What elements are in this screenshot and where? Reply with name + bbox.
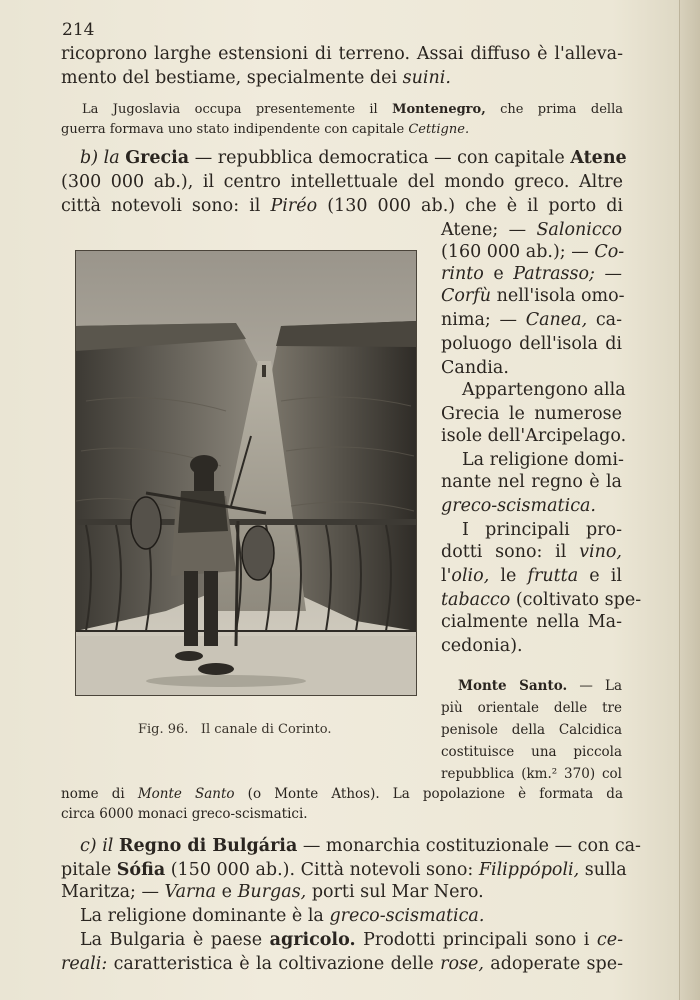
note-line: repubblica (km.² 370) col (441, 766, 622, 782)
text-line: (160 000 ab.); — Co- (441, 242, 625, 262)
note-line: Monte Santo. — La (458, 678, 622, 694)
text-line: cedonia). (441, 636, 523, 656)
note-line: La Jugoslavia occupa presentemente il Montenegro, che prima della (82, 102, 623, 117)
note-line: guerra formava uno stato indipendente con capitale Cettigne. (61, 122, 470, 137)
caption-number: Fig. 96. (138, 722, 189, 737)
text-line: Candia. (441, 358, 509, 378)
text-line: l'olio, le frutta e il (441, 566, 622, 586)
text-line: tabacco (coltivato spe- (441, 590, 642, 610)
text-line: pitale Sófia (150 000 ab.). Città notevoli sono: Filippópoli, sulla (61, 860, 627, 880)
text-line: isole dell'Arcipelago. (441, 426, 627, 446)
text-line: Grecia le numerose (441, 404, 622, 424)
text-line: nima; — Canea, ca- (441, 310, 623, 330)
note-line: costituisce una piccola (441, 744, 622, 760)
text-line: mento del bestiame, specialmente dei suini. (61, 68, 451, 88)
text-line: (300 000 ab.), il centro intellettuale del mondo greco. Altre (61, 172, 623, 192)
text-line: Maritza; — Varna e Burgas, porti sul Mar Nero. (61, 882, 484, 902)
note-line: più orientale delle tre (441, 700, 622, 716)
text-line: I principali pro- (462, 520, 622, 540)
note-line: nome di Monte Santo (o Monte Athos). La popolazione è formata da (61, 786, 623, 802)
figure-caption (138, 722, 368, 737)
text-line: poluogo dell'isola di (441, 334, 622, 354)
caption-text: Il canale di Corinto. (200, 722, 332, 737)
canal-illustration (75, 250, 417, 696)
text-line: rinto e Patrasso; — (441, 264, 623, 284)
note-line: circa 6000 monaci greco-scismatici. (61, 806, 308, 822)
text-line: cialmente nella Ma- (441, 612, 622, 632)
text-line: nante nel regno è la (441, 472, 622, 492)
text-line: Corfù nell'isola omo- (441, 286, 625, 306)
text-line: dotti sono: il vino, (441, 542, 622, 562)
text-line: greco-scismatica. (441, 496, 596, 516)
text-line: c) il Regno di Bulgária — monarchia costituzionale — con ca- (80, 836, 641, 856)
page-edge (679, 0, 700, 1000)
note-line: penisole della Calcidica (441, 722, 622, 738)
text-line: reali: caratteristica è la coltivazione delle rose, adoperate spe- (61, 954, 623, 974)
text-line: b) la Grecia — repubblica democratica — con capitale Atene (80, 148, 627, 168)
text-line: La religione domi- (462, 450, 624, 470)
text-line: città notevoli sono: il Piréo (130 000 ab.) che è il porto di (61, 196, 623, 216)
text-line: La Bulgaria è paese agricolo. Prodotti principali sono i ce- (80, 930, 623, 950)
page-number: 214 (62, 20, 95, 40)
text-line: La religione dominante è la greco-scismatica. (80, 906, 485, 926)
text-line: Appartengono alla (462, 380, 626, 400)
text-line: Atene; — Salonicco (441, 220, 622, 240)
text-line: ricoprono larghe estensioni di terreno. Assai diffuso è l'alleva- (61, 44, 623, 64)
